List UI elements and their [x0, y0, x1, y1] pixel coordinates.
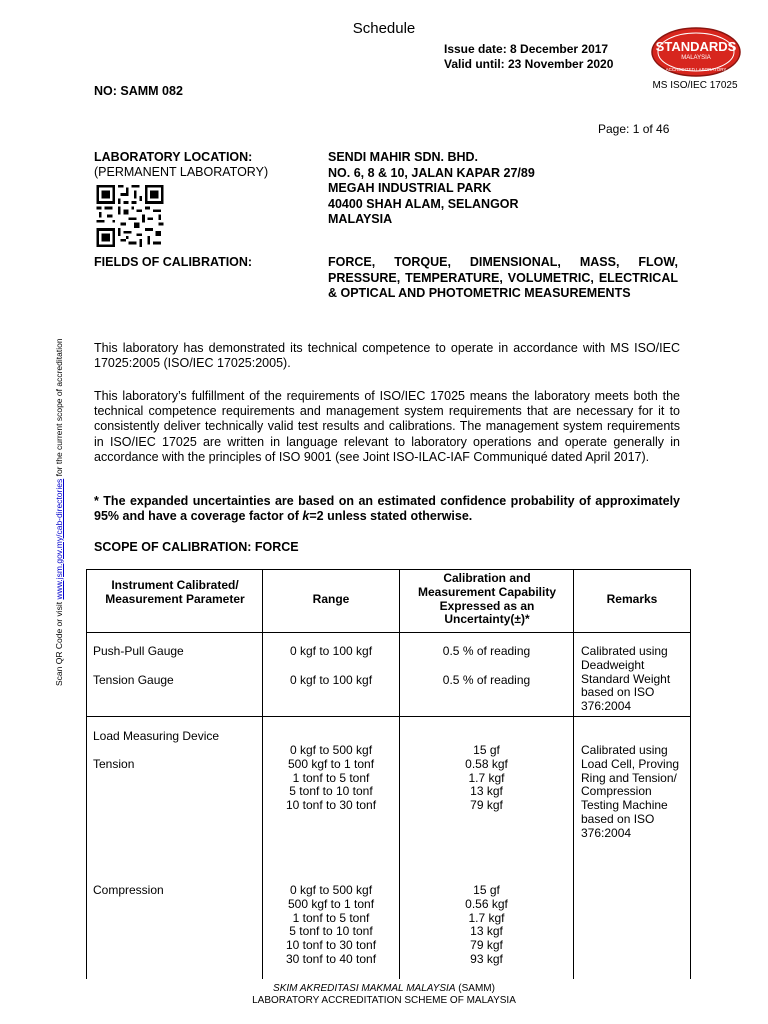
- cmc-item: 1.7 kgf: [468, 910, 505, 925]
- fields-value: FORCE, TORQUE, DIMENSIONAL, MASS, FLOW, PRESSURE, TEMPERATURE, VOLUMETRIC, ELECTRICAL & OPTICAL AND PHOTOMETRIC MEASUREMENTS: [328, 255, 678, 300]
- side-note-before: Scan QR Code or visit: [54, 599, 64, 686]
- lab-address: [328, 150, 688, 228]
- cmc-item: 15 gf: [473, 883, 500, 897]
- range-item: 1 tonf to 5 tonf: [292, 770, 370, 785]
- cmc-item: 13 kgf: [470, 924, 503, 939]
- cmc-item: 0.58 kgf: [465, 756, 508, 771]
- range-item: 10 tonf to 30 tonf: [285, 938, 377, 953]
- range-item: 0 kgf to 500 kgf: [289, 743, 373, 757]
- instrument-load-device: Load Measuring Device: [93, 729, 220, 743]
- range-item: 5 tonf to 10 tonf: [289, 784, 373, 799]
- table-border: [86, 632, 691, 633]
- cmc-item: 13 kgf: [470, 784, 503, 799]
- valid-until: Valid until: 23 November 2020: [444, 57, 614, 71]
- qr-code[interactable]: [96, 185, 164, 247]
- table-border: [86, 569, 691, 570]
- range-push-pull: 0 kgf to 100 kgf: [289, 644, 373, 658]
- cmc-item: 79 kgf: [470, 938, 503, 953]
- range-item: 10 tonf to 30 tonf: [285, 798, 377, 813]
- range-item: 500 kgf to 1 tonf: [287, 756, 375, 771]
- document-title: Schedule: [352, 20, 416, 37]
- remark-deadweight: Calibrated using Deadweight Standard Weight based on ISO 376:2004: [581, 644, 671, 714]
- uncertainty-note: [94, 494, 680, 524]
- issue-date: Issue date: 8 December 2017: [444, 42, 609, 56]
- validity-block: [444, 42, 613, 72]
- calibration-table: [86, 569, 691, 979]
- range-item: 5 tonf to 10 tonf: [289, 924, 373, 939]
- label-compression: Compression: [93, 883, 164, 897]
- lab-location-sub: (PERMANENT LABORATORY): [94, 165, 269, 179]
- table-border: [86, 569, 87, 979]
- table-border: [690, 569, 691, 979]
- uncertainty-note-a: * The expanded uncertainties are based on an estimated confidence probability of approximately 95% and have a coverage factor of: [94, 494, 680, 524]
- address-line: SENDI MAHIR SDN. BHD.: [328, 150, 479, 164]
- table-border: [262, 569, 263, 979]
- range-tension-gauge: 0 kgf to 100 kgf: [289, 673, 373, 687]
- address-line: MALAYSIA: [328, 212, 393, 226]
- cmc-item: 15 gf: [473, 743, 500, 757]
- accreditation-standard: MS ISO/IEC 17025: [652, 80, 738, 91]
- header-remarks: Remarks: [606, 592, 658, 606]
- schedule-number: NO: SAMM 082: [94, 84, 183, 98]
- fields-label: FIELDS OF CALIBRATION:: [94, 255, 253, 269]
- side-note-after: for the current scope of accreditation: [54, 338, 64, 479]
- address-line: NO. 6, 8 & 10, JALAN KAPAR 27/89: [328, 165, 535, 180]
- header-cmc: Calibration and Measurement Capability Expressed as an Uncertainty(±)*: [417, 571, 557, 627]
- lab-location-label-block: [94, 150, 268, 180]
- cmc-push-pull: 0.5 % of reading: [442, 644, 531, 658]
- range-tension-list: [264, 744, 398, 813]
- cmc-tension-list: [401, 744, 572, 813]
- range-compression-list: [264, 884, 398, 967]
- logo-sub: MALAYSIA: [681, 55, 711, 61]
- scope-heading: SCOPE OF CALIBRATION: FORCE: [94, 540, 299, 554]
- cmc-item: 1.7 kgf: [468, 770, 505, 785]
- cmc-item: 93 kgf: [470, 951, 503, 966]
- footer-scheme-english: LABORATORY ACCREDITATION SCHEME OF MALAYSIA: [252, 995, 516, 1006]
- table-border: [86, 716, 691, 717]
- address-line: MEGAH INDUSTRIAL PARK: [328, 181, 492, 195]
- uncertainty-note-b: =2 unless stated otherwise.: [309, 509, 473, 524]
- fulfillment-paragraph: This laboratory’s fulfillment of the requirements of ISO/IEC 17025 means the laboratory meets both the technical competence requirements and management system requirements that are necessary for it to consistently deliver technically valid test results and calibrations. The management system requirements in ISO/IEC 17025 are written in language relevant to laboratory operations and operate generally in accordance with the principles of ISO 9001 (see Joint ISO-ILAC-IAF Communiqué dated April 2017).: [94, 389, 680, 464]
- remark-load-cell: Calibrated using Load Cell, Proving Ring and Tension/ Compression Testing Machine based on ISO 376:2004: [581, 743, 680, 840]
- range-item: 500 kgf to 1 tonf: [287, 896, 375, 911]
- cmc-compression-list: [401, 884, 572, 967]
- label-tension: Tension: [93, 757, 135, 771]
- page-number: Page: 1 of 46: [598, 122, 670, 136]
- footer-italic: SKIM AKREDITASI MAKMAL MALAYSIA: [273, 983, 456, 994]
- logo-ribbon: ACCREDITED LABORATORY: [665, 67, 727, 72]
- side-note: [54, 338, 64, 686]
- coverage-k: k: [302, 509, 310, 524]
- footer-scheme-malay: [0, 983, 768, 994]
- address-line: 40400 SHAH ALAM, SELANGOR: [328, 196, 519, 211]
- range-item: 30 tonf to 40 tonf: [285, 951, 377, 966]
- directory-link[interactable]: www.jsm.gov.my/cab-directories: [54, 478, 64, 600]
- standards-malaysia-logo: [650, 26, 742, 78]
- instrument-tension-gauge: Tension Gauge: [93, 673, 174, 687]
- table-border: [399, 569, 400, 979]
- cmc-item: 0.56 kgf: [465, 896, 508, 911]
- lab-location-label: LABORATORY LOCATION:: [94, 150, 253, 164]
- range-item: 0 kgf to 500 kgf: [289, 883, 373, 897]
- range-item: 1 tonf to 5 tonf: [292, 910, 370, 925]
- cmc-item: 79 kgf: [470, 798, 503, 813]
- footer-abbr: (SAMM): [455, 983, 495, 994]
- cmc-tension-gauge: 0.5 % of reading: [442, 673, 531, 687]
- header-instrument: Instrument Calibrated/ Measurement Parameter: [105, 578, 245, 606]
- table-border: [573, 569, 574, 979]
- competence-paragraph: This laboratory has demonstrated its technical competence to operate in accordance with MS ISO/IEC 17025:2005 (ISO/IEC 17025:2005).: [94, 341, 680, 371]
- header-range: Range: [312, 592, 350, 606]
- logo-text: STANDARDS: [655, 39, 737, 54]
- instrument-push-pull: Push-Pull Gauge: [93, 644, 184, 658]
